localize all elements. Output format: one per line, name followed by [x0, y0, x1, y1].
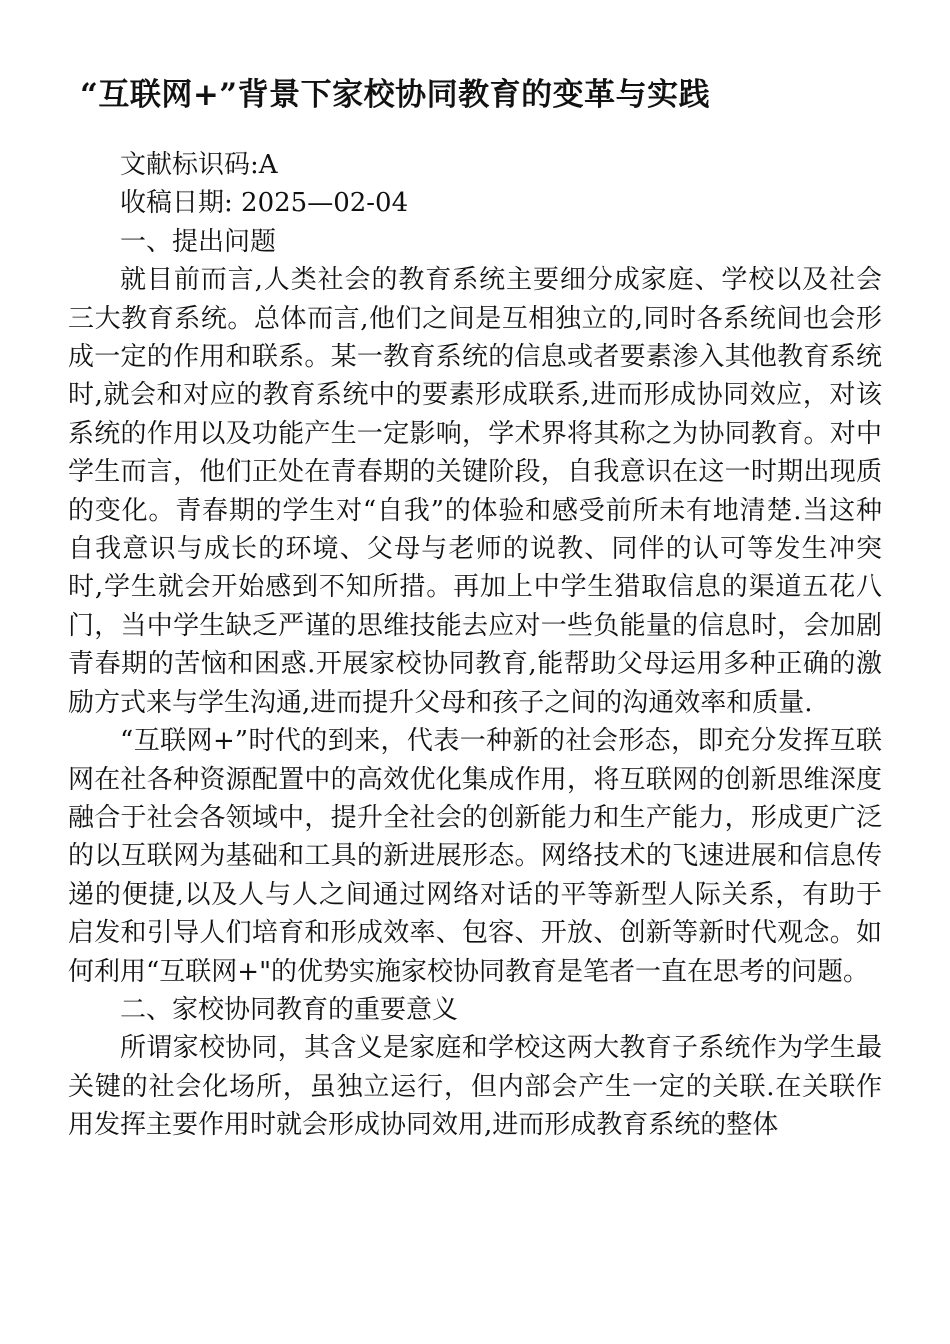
received-date: 收稿日期: 2025—02-04 — [120, 188, 409, 219]
document-title: “互联网+”背景下家校协同教育的变革与实践 — [80, 77, 711, 113]
document-code: 文献标识码:A — [120, 150, 278, 180]
section-heading-2: 二、家校协同教育的重要意义 — [120, 994, 459, 1025]
paragraph-3: 所谓家校协同，其含义是家庭和学校这两大教育子系统作为学生最关键的社会化场所，虽独立运行，但内部会产生一定的关联.在关联作用发挥主要作用时就会形成协同效用,进而形成教育系统的整体 — [68, 1033, 882, 1141]
section-heading-1: 一、提出问题 — [120, 226, 277, 257]
paragraph-2: “互联网+”时代的到来，代表一种新的社会形态，即充分发挥互联网在社各种资源配置中的高效优化集成作用，将互联网的创新思维深度融合于社会各领域中，提升全社会的创新能力和生产能力，形成更广泛的以互联网为基础和工具的新进展形态。网络技术的飞速进展和信息传递的便捷,以及人与人之间通过网络对话的平等新型人际关系，有助于启发和引导人们培育和形成效率、包容、开放、创新等新时代观念。如何利用“互联网+"的优势实施家校协同教育是笔者一直在思考的问题。 — [68, 726, 882, 987]
paragraph-1: 就目前而言,人类社会的教育系统主要细分成家庭、学校以及社会三大教育系统。总体而言,他们之间是互相独立的,同时各系统间也会形成一定的作用和联系。某一教育系统的信息或者要素渗入其他教育系统时,就会和对应的教育系统中的要素形成联系,进而形成协同效应，对该系统的作用以及功能产生一定影响，学术界将其称之为协同教育。对中学生而言，他们正处在青春期的关键阶段，自我意识在这一时期出现质的变化。青春期的学生对“自我”的体验和感受前所未有地清楚.当这种自我意识与成长的环境、父母与老师的说教、同伴的认可等发生冲突时,学生就会开始感到不知所措。再加上中学生猎取信息的渠道五花八门，当中学生缺乏严谨的思维技能去应对一些负能量的信息时，会加剧青春期的苦恼和困惑.开展家校协同教育,能帮助父母运用多种正确的激励方式来与学生沟通,进而提升父母和孩子之间的沟通效率和质量. — [68, 265, 882, 718]
document-page — [68, 70, 882, 1145]
